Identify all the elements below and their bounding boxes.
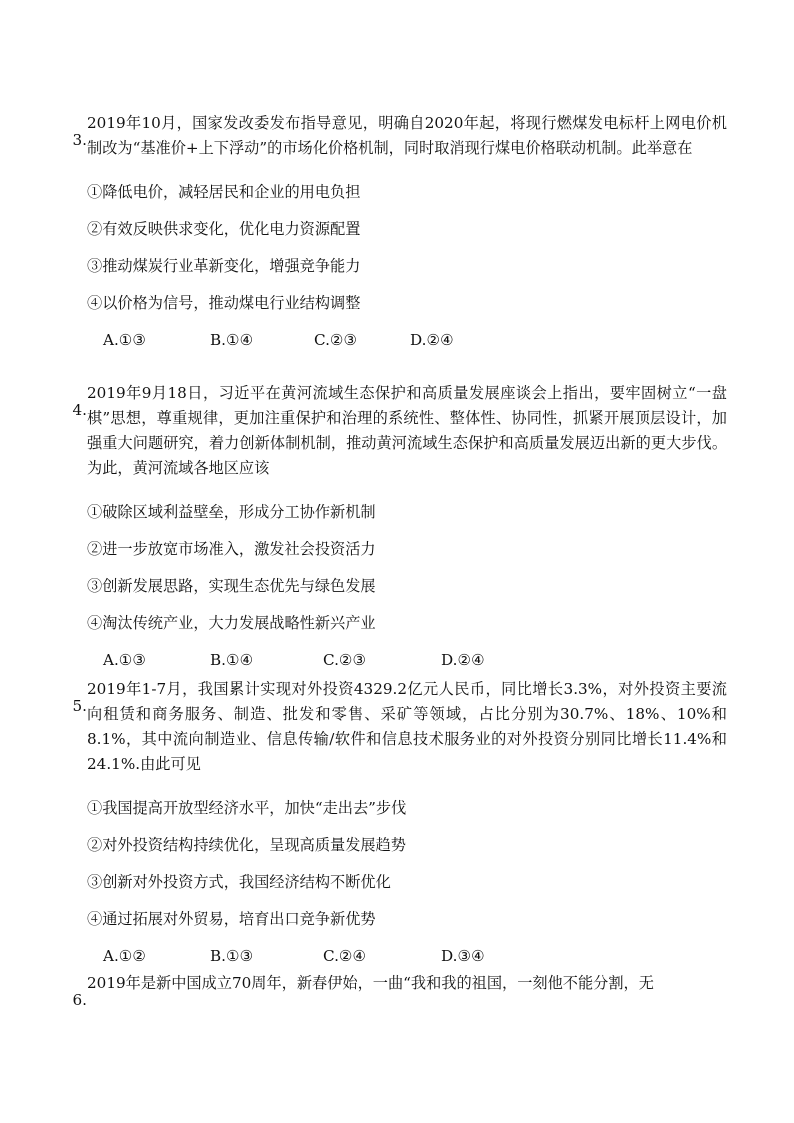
choice-a: A.①③ [103, 331, 147, 349]
choice-d: D.③④ [441, 947, 485, 965]
choice-d: D.②④ [410, 331, 454, 349]
choice-a: A.①③ [103, 651, 147, 669]
answer-choices [87, 650, 727, 670]
option-1: ①降低电价，减轻居民和企业的用电负担 [87, 183, 361, 201]
choice-b: B.①④ [210, 331, 254, 349]
option-2: ②有效反映供求变化，优化电力资源配置 [87, 220, 361, 238]
question-3 [72, 111, 727, 350]
choice-b: B.①③ [210, 947, 254, 965]
question-stem [72, 971, 727, 1009]
option-4: ④以价格为信号，推动煤电行业结构调整 [87, 294, 361, 312]
option-4: ④通过拓展对外贸易，培育出口竞争新优势 [87, 910, 376, 928]
choice-c: C.②④ [323, 947, 367, 965]
question-stem [72, 381, 727, 481]
question-5 [72, 677, 727, 966]
question-4 [72, 381, 727, 670]
question-stem-text: 2019年是新中国成立70周年，新春伊始，一曲“我和我的祖国，一刻他不能分割，无 [87, 974, 654, 992]
question-stem [72, 677, 727, 777]
option-1: ①我国提高开放型经济水平，加快“走出去”步伐 [87, 799, 407, 817]
option-2: ②进一步放宽市场准入，激发社会投资活力 [87, 540, 376, 558]
question-stem-text: 2019年1-7月，我国累计实现对外投资4329.2亿元人民币，同比增长3.3%，对外投资主要流向租赁和商务服务、制造、批发和零售、采矿等领域，占比分别为30.7%、18%、10%和8.1%，其中流向制造业、信息传输/软件和信息技术服务业的对外投资分别同比增长11.4%和24.1%.由此可见 [87, 680, 727, 773]
question-number: 4. [72, 401, 87, 419]
question-number: 6. [72, 991, 87, 1009]
question-number: 5. [72, 697, 87, 715]
choice-c: C.②③ [314, 331, 358, 349]
answer-choices [87, 330, 727, 350]
answer-choices [87, 946, 727, 966]
question-stem-text: 2019年9月18日，习近平在黄河流域生态保护和高质量发展座谈会上指出，要牢固树立“一盘棋”思想，尊重规律，更加注重保护和治理的系统性、整体性、协同性，抓紧开展顶层设计，加强重大问题研究，着力创新体制机制，推动黄河流域生态保护和高质量发展迈出新的更大步伐。为此，黄河流域各地区应该 [87, 384, 727, 477]
option-3: ③创新发展思路，实现生态优先与绿色发展 [87, 577, 376, 595]
option-4: ④淘汰传统产业，大力发展战略性新兴产业 [87, 614, 376, 632]
option-3: ③创新对外投资方式，我国经济结构不断优化 [87, 873, 391, 891]
question-6 [72, 971, 727, 1009]
question-stem-text: 2019年10月，国家发改委发布指导意见，明确自2020年起，将现行燃煤发电标杆上网电价机制改为“基准价+上下浮动”的市场化价格机制，同时取消现行煤电价格联动机制。此举意在 [87, 114, 727, 157]
choice-b: B.①④ [210, 651, 254, 669]
question-number: 3. [72, 131, 87, 149]
choice-c: C.②③ [323, 651, 367, 669]
option-2: ②对外投资结构持续优化，呈现高质量发展趋势 [87, 836, 406, 854]
option-1: ①破除区域利益壁垒，形成分工协作新机制 [87, 503, 376, 521]
choice-a: A.①② [103, 947, 147, 965]
question-stem [72, 111, 727, 161]
option-3: ③推动煤炭行业革新变化，增强竞争能力 [87, 257, 361, 275]
choice-d: D.②④ [441, 651, 485, 669]
